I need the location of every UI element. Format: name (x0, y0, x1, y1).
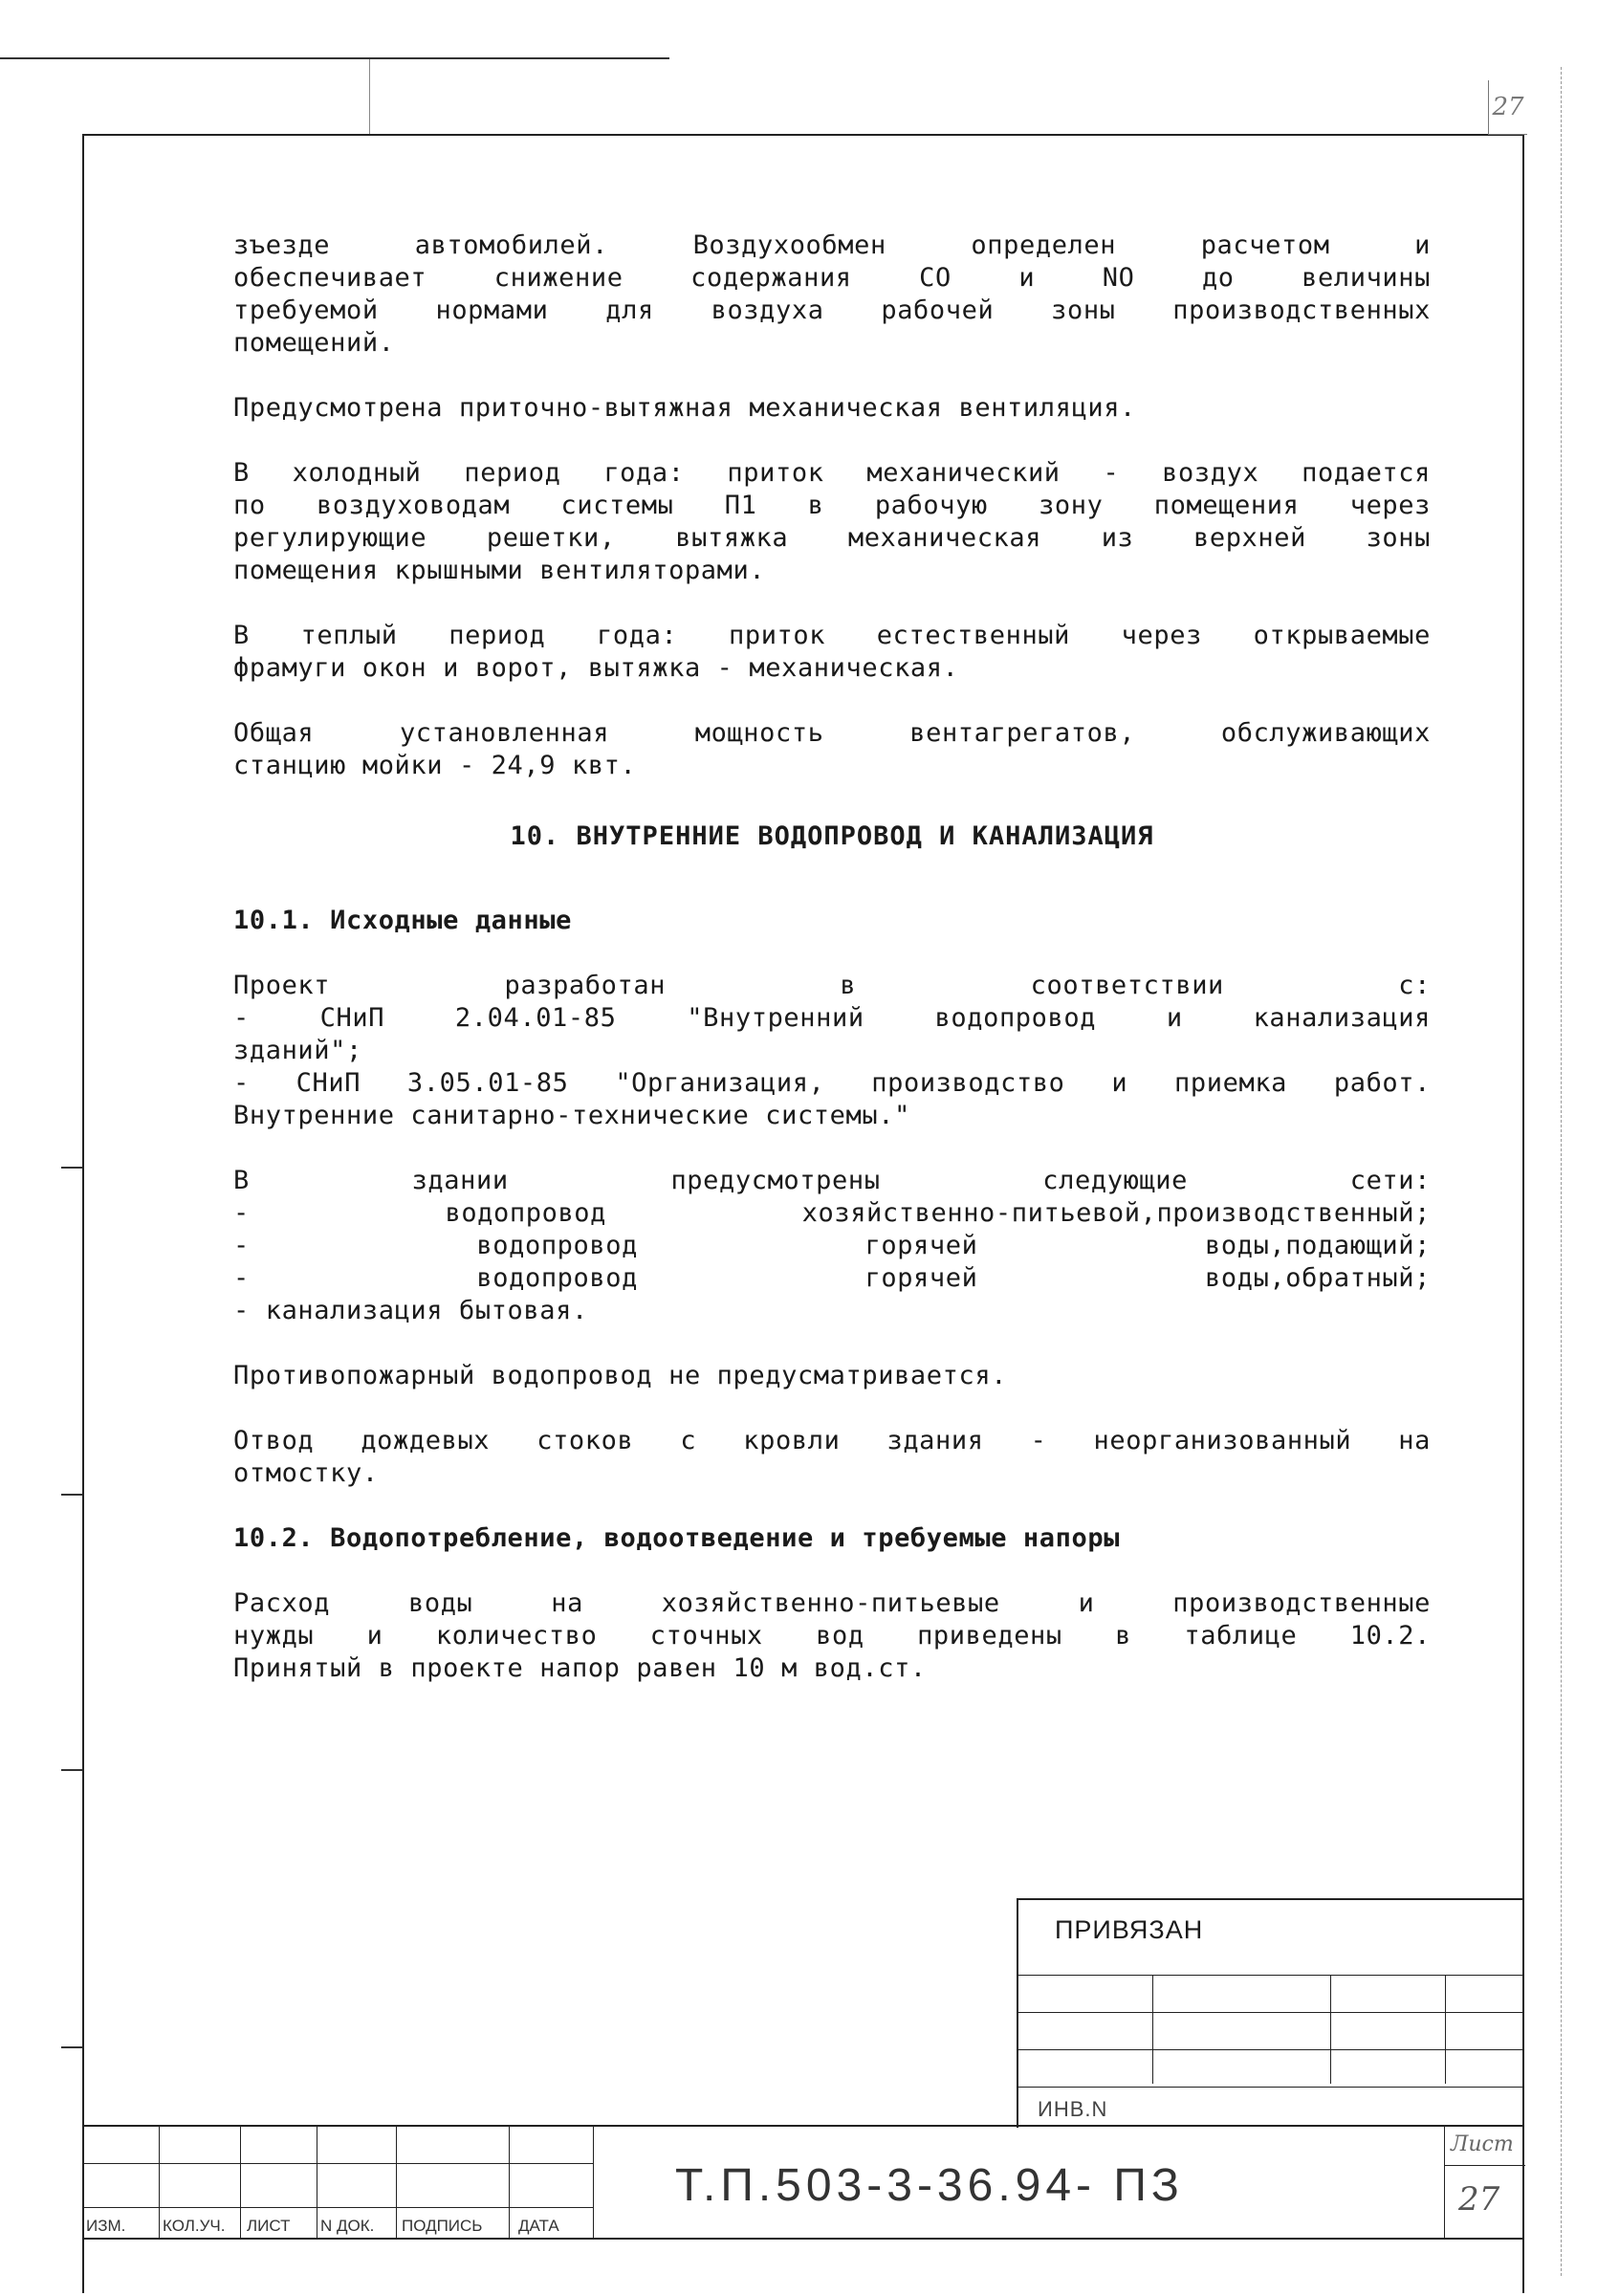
binding-stamp (1017, 1898, 1524, 2128)
text-line: Противопожарный водопровод не предусматривается. (233, 1361, 1008, 1390)
ventilation-section (233, 230, 1431, 782)
stamp-row (1018, 2049, 1524, 2087)
label-izm: ИЗМ. (86, 2217, 126, 2235)
sheet-box (1444, 2127, 1525, 2240)
stamp-row (1018, 1975, 1524, 2012)
paragraph (233, 1360, 1431, 1392)
title-block (82, 2125, 1524, 2240)
label-kol-uch: КОЛ.УЧ. (163, 2217, 226, 2235)
text-line: - канализация бытовая. (233, 1296, 588, 1325)
text-line: регулирующие решетки, вытяжка механическая из верхней зоны (233, 523, 1431, 553)
text-line: - водопровод горячей воды,подающий; (233, 1231, 1431, 1260)
bottom-border-line (82, 2238, 1524, 2240)
text-line: требуемой нормами для воздуха рабочей зоны производственных (233, 295, 1431, 325)
text-line: - СНиП 2.04.01-85 "Внутренний водопровод и канализация (233, 1003, 1431, 1033)
text-line: помещений. (233, 328, 395, 358)
text-line: станцию мойки - 24,9 квт. (233, 751, 637, 780)
text-line: Проект разработан в соответствии с: (233, 971, 1431, 1000)
text-line: В холодный период года: приток механический - воздух подается (233, 458, 1431, 488)
text-line: обеспечивает снижение содержания CO и NO до величины (233, 263, 1431, 293)
corner-sheet-number: 27 (1488, 80, 1527, 135)
title-block-col-line (593, 2127, 594, 2240)
paragraph (233, 230, 1431, 360)
text-line: помещения крышными вентиляторами. (233, 556, 766, 585)
left-margin-tick (61, 1769, 82, 1771)
text-line: - водопровод хозяйственно-питьевой,производственный; (233, 1198, 1431, 1228)
title-block-col-line (82, 2127, 83, 2240)
text-line: - водопровод горячей воды,обратный; (233, 1263, 1431, 1293)
text-line: отмостку. (233, 1458, 379, 1488)
subsection-title-10-1: 10.1. Исходные данные (233, 906, 572, 935)
title-block-col-line (159, 2127, 160, 2240)
top-border-line (0, 57, 669, 59)
sheet-label: Лист (1451, 2132, 1514, 2156)
paragraph (233, 457, 1431, 587)
left-margin-tick (61, 2046, 82, 2048)
text-line: - СНиП 3.05.01-85 "Организация, производство и приемка работ. (233, 1068, 1431, 1098)
stamp-divider (1445, 1975, 1446, 2084)
paragraph (233, 1425, 1431, 1490)
paragraph (233, 1587, 1431, 1685)
text-line: зданий"; (233, 1036, 362, 1065)
text-line: В теплый период года: приток естественный через открываемые (233, 621, 1431, 650)
left-margin-tick (61, 1494, 82, 1496)
subsection-10-2-body (233, 1587, 1431, 1685)
title-block-col-line (240, 2127, 241, 2240)
label-data: ДАТА (518, 2217, 559, 2235)
document-body (233, 230, 1431, 1717)
left-margin-tick (61, 1167, 82, 1169)
top-border-tick (369, 59, 370, 136)
stamp-row (1018, 2012, 1524, 2049)
text-line: по воздуховодам системы П1 в рабочую зону помещения через (233, 491, 1431, 520)
title-block-col-line (396, 2127, 397, 2240)
label-list: ЛИСТ (247, 2217, 291, 2235)
text-line: Общая установленная мощность вентагрегатов, обслуживающих (233, 718, 1431, 748)
text-line: Принятый в проекте напор равен 10 м вод.ст. (233, 1653, 927, 1683)
sheet-number: 27 (1458, 2180, 1500, 2219)
text-line: Отвод дождевых стоков с кровли здания - неорганизованный на (233, 1426, 1431, 1455)
stamp-divider (1152, 1975, 1153, 2084)
subsection-title-10-2: 10.2. Водопотребление, водоотведение и требуемые напоры (233, 1523, 1121, 1553)
document-code: Т.П.503-3-36.94- ПЗ (675, 2160, 1184, 2211)
section-title: 10. ВНУТРЕННИЕ ВОДОПРОВОД И КАНАЛИЗАЦИЯ (510, 821, 1154, 851)
text-line: В здании предусмотрены следующие сети: (233, 1166, 1431, 1195)
paragraph (233, 620, 1431, 685)
paragraph (233, 717, 1431, 782)
subsection-10-1-body (233, 970, 1431, 1490)
stamp-title: ПРИВЯЗАН (1055, 1915, 1204, 1944)
text-line: Внутренние санитарно-технические системы." (233, 1101, 910, 1130)
text-line: Предусмотрена приточно-вытяжная механическая вентиляция. (233, 393, 1136, 423)
paragraph (233, 1165, 1431, 1327)
text-line: фрамуги окон и ворот, вытяжка - механическая. (233, 653, 959, 683)
text-line: нужды и количество сточных вод приведены в таблице 10.2. (233, 1621, 1431, 1651)
title-block-col-line (509, 2127, 510, 2240)
stamp-divider (1330, 1975, 1331, 2084)
paragraph (233, 970, 1431, 1132)
paragraph (233, 392, 1431, 425)
label-podpis: ПОДПИСЬ (402, 2217, 483, 2235)
inventory-label: ИНВ.N (1038, 2097, 1108, 2121)
text-line: Расход воды на хозяйственно-питьевые и производственные (233, 1588, 1431, 1618)
right-edge-line (1561, 67, 1562, 2276)
sheet-box-line (1445, 2165, 1525, 2166)
label-n-dok: N ДОК. (320, 2217, 375, 2235)
text-line: зъезде автомобилей. Воздухообмен определен расчетом и (233, 230, 1431, 260)
